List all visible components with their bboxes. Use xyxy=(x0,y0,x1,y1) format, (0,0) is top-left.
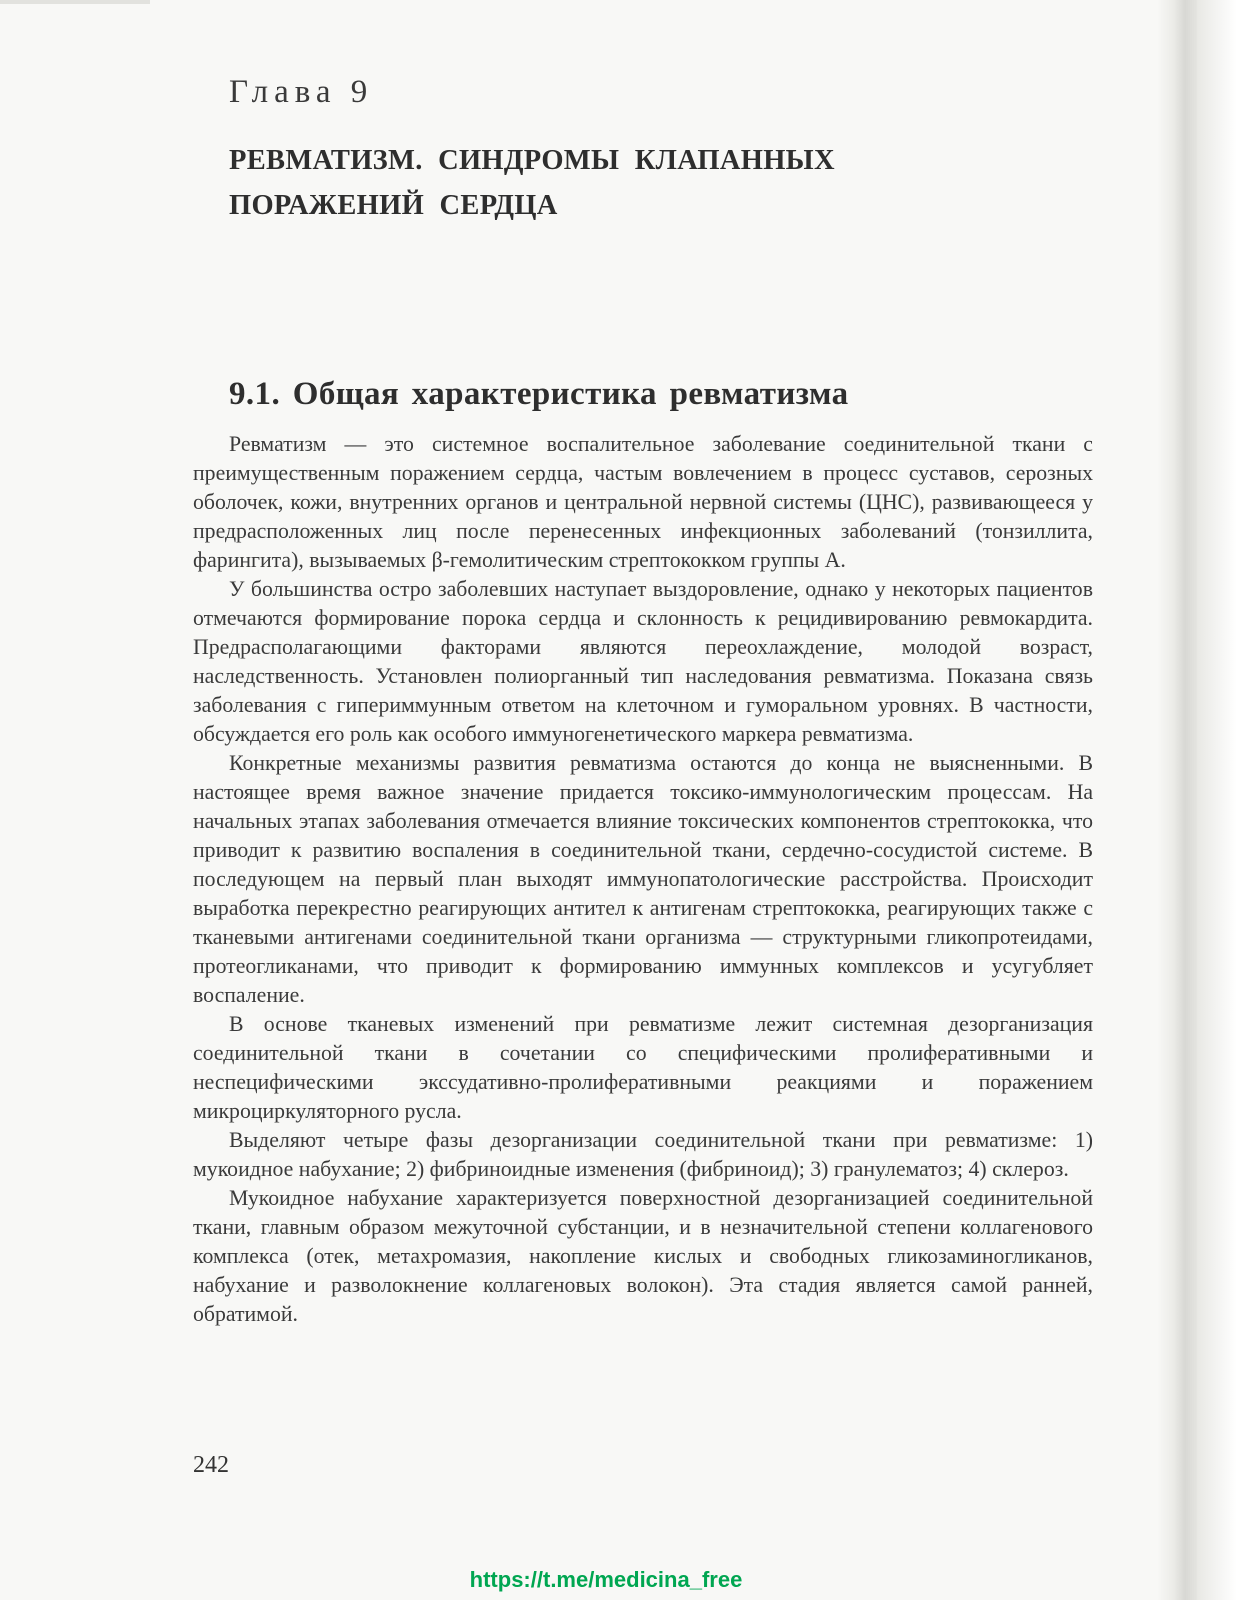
telegram-link[interactable]: https://t.me/medicina_free xyxy=(469,1567,743,1592)
page-edge-shadow xyxy=(1157,0,1197,1600)
page-edge-outer xyxy=(1197,0,1237,1600)
paragraph: В основе тканевых изменений при ревматизме лежит системная дезорганизация соединительной ткани в сочетании со специфическими пролиферативными и неспецифическими экссудативно-пролиферативными реакциями и поражением микроциркуляторного русла. xyxy=(193,1012,1093,1123)
chapter-label: Глава 9 xyxy=(229,74,374,110)
body-text xyxy=(193,430,1093,1329)
paragraph: Конкретные механизмы развития ревматизма остаются до конца не выясненными. В настоящее время важное значение придается токсико-иммунологическим процессам. На начальных этапах заболевания отмечается влияние токсических компонентов стрептококка, что приводит к развитию воспаления в соединительной ткани, сердечно-сосудистой системе. В последующем на первый план выходят иммунопатологические расстройства. Происходит выработка перекрестно реагирующих антител к антигенам стрептококка, реагирующих также с тканевыми антигенами соединительной ткани организма — структурными гликопротеидами, протеогликанами, что приводит к формированию иммунных комплексов и усугубляет воспаление. xyxy=(193,751,1093,1007)
page-number: 242 xyxy=(193,1452,229,1478)
section-title: 9.1. Общая характеристика ревматизма xyxy=(229,376,849,412)
paragraph: У большинства остро заболевших наступает выздоровление, однако у некоторых пациентов отмечаются формирование порока сердца и склонность к рецидивированию ревмокардита. Предрасполагающими факторами являются переохлаждение, молодой возраст, наследственность. Установлен полиорганный тип наследования ревматизма. Показана связь заболевания с гипериммунным ответом на клеточном и гуморальном уровнях. В частности, обсуждается его роль как особого иммуногенетического маркера ревматизма. xyxy=(193,577,1093,746)
scan-top-mark xyxy=(0,0,150,4)
paragraph: Мукоидное набухание характеризуется поверхностной дезорганизацией соединительной ткани, главным образом межуточной субстанции, и в незначительной степени коллагенового комплекса (отек, метахромазия, накопление кислых и свободных гликозаминогликанов, набухание и разволокнение коллагеновых волокон). Эта стадия является самой ранней, обратимой. xyxy=(193,1186,1093,1326)
chapter-title: РЕВМАТИЗМ. СИНДРОМЫ КЛАПАННЫХ ПОРАЖЕНИЙ СЕРДЦА xyxy=(229,145,835,221)
paragraph: Ревматизм — это системное воспалительное заболевание соединительной ткани с преимущественным поражением сердца, частым вовлечением в процесс суставов, серозных оболочек, кожи, внутренних органов и центральной нервной системы (ЦНС), развивающееся у предрасположенных лиц после перенесенных инфекционных заболеваний (тонзиллита, фарингита), вызываемых β-гемолитическим стрептококком группы А. xyxy=(193,432,1093,572)
paragraph: Выделяют четыре фазы дезорганизации соединительной ткани при ревматизме: 1) мукоидное набухание; 2) фибриноидные изменения (фибриноид); 3) гранулематоз; 4) склероз. xyxy=(193,1128,1093,1181)
